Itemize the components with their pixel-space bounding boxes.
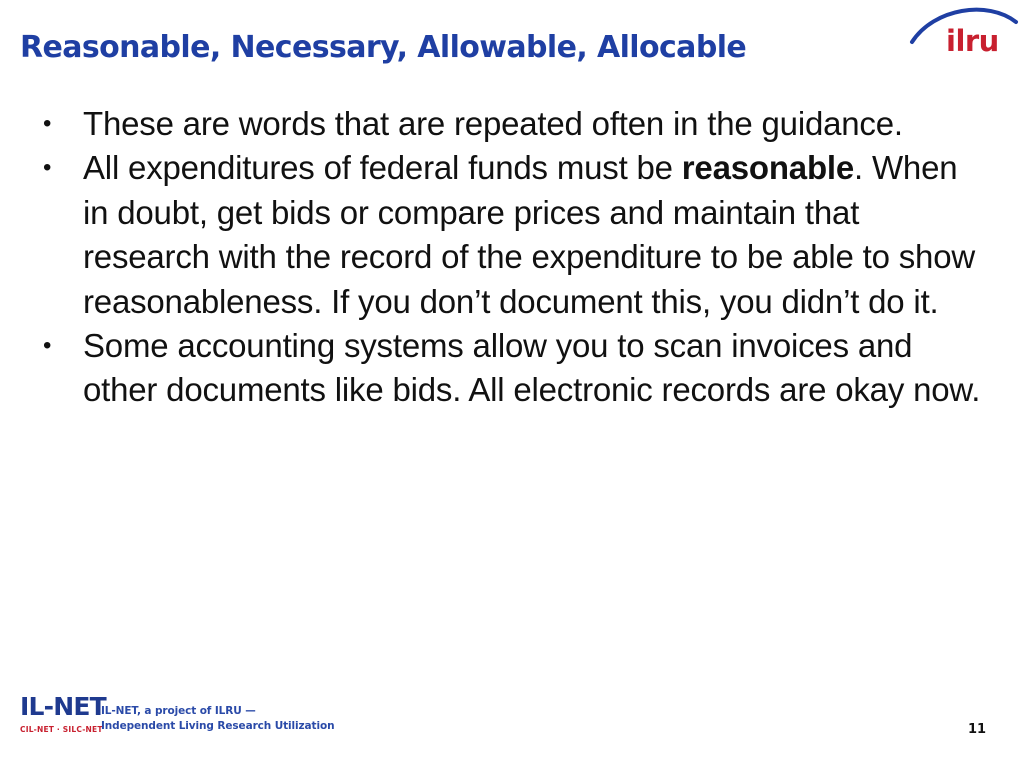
bullet-list [40, 102, 990, 413]
bullet-text: These are words that are repeated often in the guidance. [83, 105, 903, 142]
ilru-logo-text: ilru [946, 24, 999, 58]
ilnet-subnets: CIL-NET · SILC-NET [20, 725, 103, 734]
bullet-text-before: All expenditures of federal funds must be [83, 149, 682, 187]
footer-line-1: IL-NET, a project of ILRU — [101, 705, 256, 717]
bullet-dot-icon: • [43, 110, 52, 137]
ilnet-logo [20, 694, 106, 734]
bullet-emphasis: reasonable [681, 149, 855, 187]
bullet-dot-icon: • [43, 154, 52, 182]
footer-tagline [101, 704, 334, 734]
bullet-item [40, 102, 990, 146]
bullet-item [40, 324, 990, 413]
page-number: 11 [968, 722, 987, 737]
ilru-logo [906, 2, 1020, 72]
bullet-dot-icon: • [43, 332, 52, 360]
bullet-text: Some accounting systems allow you to scan invoices and other documents like bids. All electronic records are okay now. [83, 327, 981, 409]
ilnet-brand: IL-NET [20, 692, 106, 721]
footer-line-2: Independent Living Research Utilization [101, 720, 335, 732]
slide-title: Reasonable, Necessary, Allowable, Allocable [20, 30, 747, 65]
bullet-item [40, 146, 990, 324]
bullet-text-after: . When in doubt, get bids or compare prices and maintain that research with the record of the expenditure to be able to show reasonableness. If you don’t document this, you didn’t do it. [83, 149, 975, 320]
